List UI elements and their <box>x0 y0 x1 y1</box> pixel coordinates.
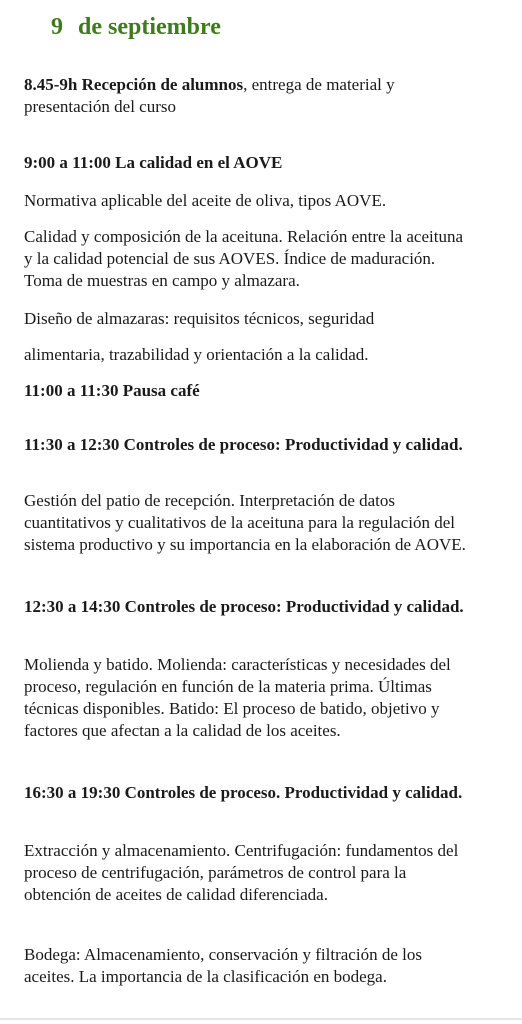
paragraph: alimentaria, trazabilidad y orientación a la calidad. <box>24 345 369 364</box>
session-heading: 9:00 a 11:00 La calidad en el AOVE <box>24 153 283 172</box>
reception-time: 8.45-9h Recepción de alumnos <box>24 75 244 94</box>
title-month: de septiembre <box>78 14 221 40</box>
session-heading: 12:30 a 14:30 Controles de proceso: Productividad y calidad. <box>24 597 464 616</box>
page-title <box>24 14 221 41</box>
schedule-item-reception <box>24 74 474 118</box>
title-day: 9 <box>51 14 63 40</box>
session-heading: 16:30 a 19:30 Controles de proceso. Productividad y calidad. <box>24 783 463 802</box>
paragraph: Diseño de almazaras: requisitos técnicos, seguridad <box>24 309 375 328</box>
paragraph: Calidad y composición de la aceituna. Relación entre la aceituna y la calidad potencial de sus AOVES. Índice de maduración. Toma de muestras en campo y almazara. <box>24 227 463 290</box>
session-heading: 11:30 a 12:30 Controles de proceso: Productividad y calidad. <box>24 435 463 454</box>
session-heading: 11:00 a 11:30 Pausa café <box>24 381 200 400</box>
page-bottom-edge <box>0 1018 522 1020</box>
reception-text: , entrega de material y presentación del curso <box>24 75 395 116</box>
paragraph: Extracción y almacenamiento. Centrifugación: fundamentos del proceso de centrifugación, parámetros de control para la obtención de aceites de calidad diferenciada. <box>24 841 459 904</box>
paragraph: Gestión del patio de recepción. Interpretación de datos cuantitativos y cualitativos de la aceituna para la regulación del sistema productivo y su importancia en la elaboración de AOVE. <box>24 491 466 554</box>
paragraph: Molienda y batido. Molienda: características y necesidades del proceso, regulación en función de la materia prima. Últimas técnicas disponibles. Batido: El proceso de batido, objetivo y factores que afectan a la calidad de los aceites. <box>24 655 451 740</box>
paragraph: Bodega: Almacenamiento, conservación y filtración de los aceites. La importancia de la clasificación en bodega. <box>24 945 422 986</box>
paragraph: Normativa aplicable del aceite de oliva, tipos AOVE. <box>24 191 387 210</box>
